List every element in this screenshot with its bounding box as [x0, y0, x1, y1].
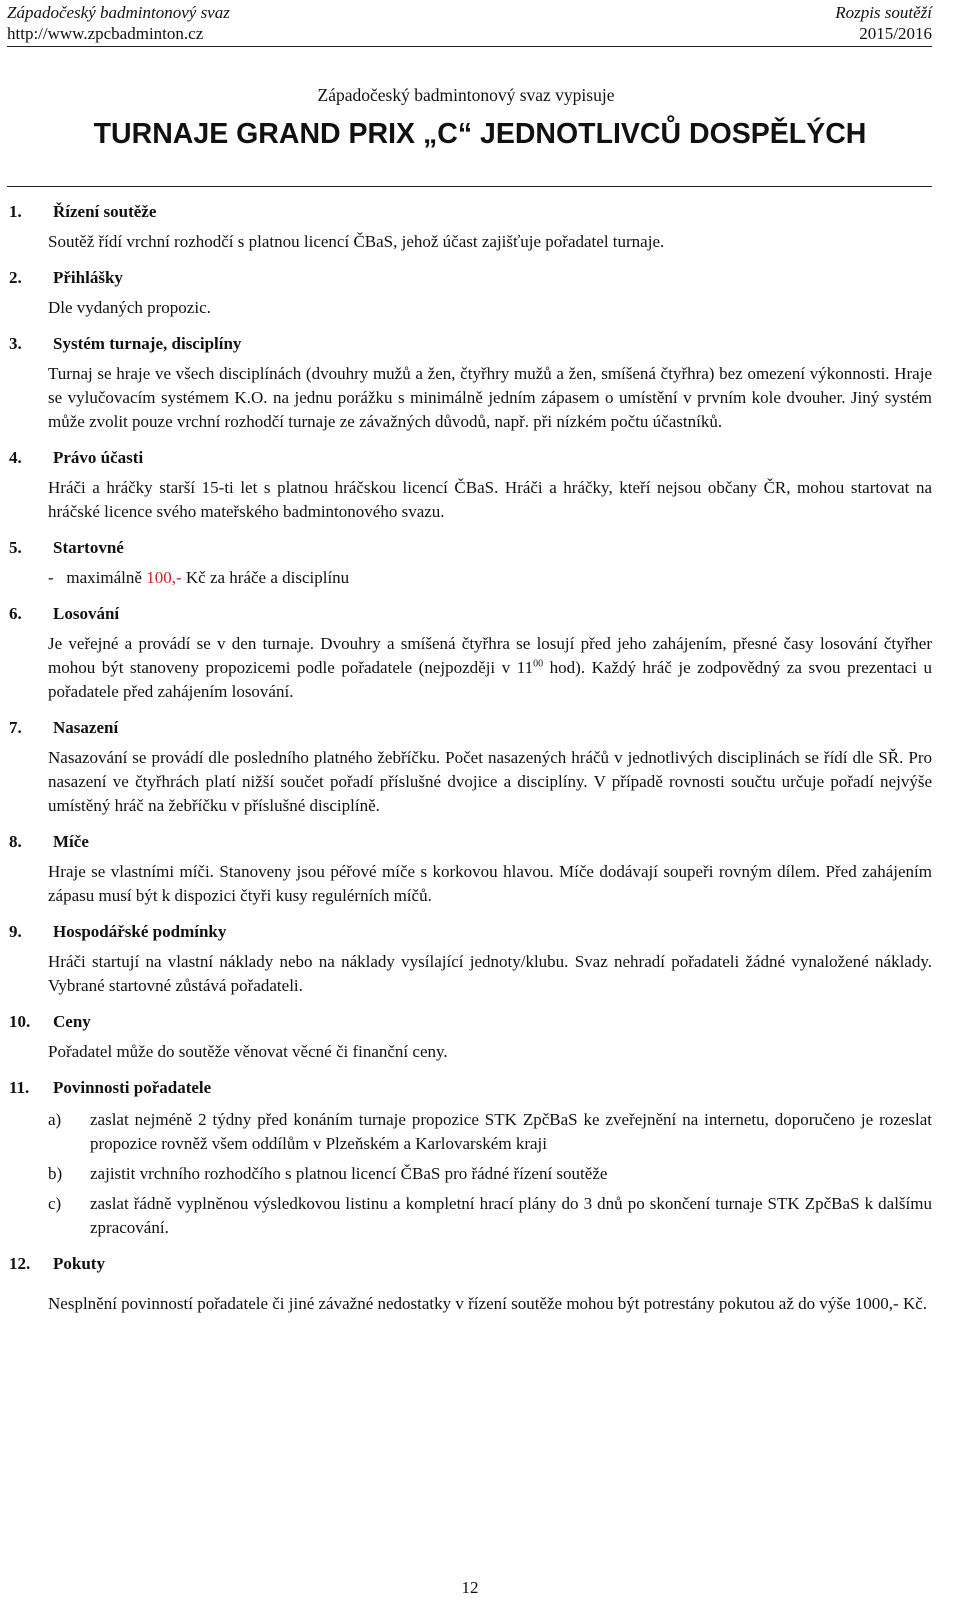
section-prihlasky	[0, 266, 960, 320]
section-number: 5.	[9, 538, 22, 557]
header-season: 2015/2016	[859, 24, 932, 43]
list-item	[0, 1192, 960, 1240]
section-title: Nasazení	[53, 718, 119, 737]
text-part: Je veřejné a provádí se v den turnaje. Dvouhry a smíšená čtyřhra se losují před jeho zahájením, přesné časy losování čtyřher mohou být stanoveny propozicemi podle pořadatele (nejpozději v 11	[48, 634, 932, 677]
subtitle: Západočeský badmintonový svaz vypisuje	[317, 85, 615, 105]
document-body	[0, 200, 960, 1328]
section-number: 3.	[9, 334, 22, 353]
section-number: 8.	[9, 832, 22, 851]
section-title: Povinnosti pořadatele	[53, 1078, 212, 1097]
fee-prefix: - maximálně	[48, 568, 147, 587]
section-text: Hráči startují na vlastní náklady nebo na náklady vysílající jednoty/klubu. Svaz nehradí pořadateli žádné vynaložené náklady. Vybrané startovné zůstává pořadateli.	[48, 952, 932, 995]
section-number: 1.	[9, 202, 22, 221]
list-text: zaslat řádně vyplněnou výsledkovou listinu a kompletní hrací plány do 3 dnů po skončení turnaje STK ZpčBaS k dalšímu zpracování.	[90, 1194, 932, 1237]
section-title: Právo účasti	[53, 448, 144, 467]
section-startovne	[0, 536, 960, 590]
list-item	[0, 1162, 960, 1186]
section-text: Turnaj se hraje ve všech disciplínách (dvouhry mužů a žen, čtyřhry mužů a žen, smíšená čtyřhra) bez omezení výkonnosti. Hraje se vylučovacím systémem K.O. na jednu porážku s minimálně jedním zápasem o umístění v prvním kole dvouher. Jiný systém může zvolit pouze vrchní rozhodčí turnaje ze závažných důvodů, např. při nízkém počtu účastníků.	[48, 364, 932, 431]
section-number: 10.	[9, 1012, 31, 1031]
text-part: hod). Každý hráč je zodpovědný za svou prezentaci u pořadatele před zahájením losování.	[48, 658, 932, 701]
section-text: Nesplnění povinností pořadatele či jiné závažné nedostatky v řízení soutěže mohou být potrestány pokutou až do výše 1000,- Kč.	[48, 1294, 928, 1313]
section-hospodarske	[0, 920, 960, 998]
section-title: Systém turnaje, disciplíny	[53, 334, 242, 353]
section-number: 11.	[9, 1078, 30, 1097]
list-item	[0, 1108, 960, 1156]
section-text	[48, 566, 932, 590]
superscript: 00	[533, 658, 544, 670]
section-title: Pokuty	[53, 1254, 105, 1273]
page-header-left	[7, 2, 230, 44]
page-number: 12	[461, 1578, 479, 1597]
section-title: Přihlášky	[53, 268, 123, 287]
section-system	[0, 332, 960, 434]
section-text: Nasazování se provádí dle posledního platného žebříčku. Počet nasazených hráčů v jednotlivých disciplinách se řídí dle SŘ. Pro nasazení ve čtyřhrách platí nižší součet pořadí příslušné dvojice a disciplíny. V případě rovnosti součtu určuje pořadí nejvýše umístěný hráč na žebříčku v příslušné disciplíně.	[48, 748, 932, 815]
section-number: 4.	[9, 448, 22, 467]
section-number: 6.	[9, 604, 22, 623]
section-losovani	[0, 602, 960, 704]
section-pokuty	[0, 1252, 960, 1316]
section-text: Dle vydaných propozic.	[48, 298, 211, 317]
title-divider	[7, 186, 932, 187]
section-title: Míče	[53, 832, 89, 851]
list-label: a)	[48, 1110, 62, 1129]
header-org: Západočeský badmintonový svaz	[7, 3, 230, 22]
header-url: http://www.zpcbadminton.cz	[7, 24, 204, 43]
section-povinnosti	[0, 1076, 960, 1240]
fee-amount: 100,-	[146, 568, 182, 587]
section-text: Hraje se vlastními míči. Stanoveny jsou péřové míče s korkovou hlavou. Míče dodávají soupeři rovným dílem. Před zahájením zápasu musí být k dispozici čtyři kusy regulérních míčů.	[48, 862, 932, 905]
section-title: Startovné	[53, 538, 124, 557]
section-nasazeni	[0, 716, 960, 818]
section-pravo-ucasti	[0, 446, 960, 524]
section-number: 7.	[9, 718, 22, 737]
section-title: Hospodářské podmínky	[53, 922, 227, 941]
list-label: c)	[48, 1194, 62, 1213]
list-text: zaslat nejméně 2 týdny před konáním turnaje propozice STK ZpčBaS ke zveřejnění na internetu, doporučeno je rozeslat propozice rovněž všem oddílům v Plzeňském a Karlovarském kraji	[90, 1110, 932, 1153]
section-rizeni	[0, 200, 960, 254]
section-text: Soutěž řídí vrchní rozhodčí s platnou licencí ČBaS, jehož účast zajišťuje pořadatel turnaje.	[48, 232, 665, 251]
list-text: zajistit vrchního rozhodčího s platnou licencí ČBaS pro řádné řízení soutěže	[90, 1164, 608, 1183]
page-header-right	[835, 2, 932, 44]
section-number: 2.	[9, 268, 22, 287]
section-title: Řízení soutěže	[53, 202, 157, 221]
section-number: 9.	[9, 922, 22, 941]
section-title: Losování	[53, 604, 120, 623]
list-label: b)	[48, 1164, 63, 1183]
section-ceny	[0, 1010, 960, 1064]
page-title: TURNAJE GRAND PRIX „C“ JEDNOTLIVCŮ DOSPĚLÝCH	[93, 118, 867, 150]
section-text	[48, 632, 932, 704]
section-number: 12.	[9, 1254, 31, 1273]
section-text: Hráči a hráčky starší 15-ti let s platnou hráčskou licencí ČBaS. Hráči a hráčky, kteří nejsou občany ČR, mohou startovat na hráčské licence svého mateřského badmintonového svazu.	[48, 478, 932, 521]
section-mice	[0, 830, 960, 908]
header-doc-title: Rozpis soutěží	[835, 3, 932, 22]
header-divider	[7, 46, 932, 47]
section-text: Pořadatel může do soutěže věnovat věcné či finanční ceny.	[48, 1042, 448, 1061]
section-title: Ceny	[53, 1012, 91, 1031]
fee-suffix: Kč za hráče a disciplínu	[181, 568, 350, 587]
